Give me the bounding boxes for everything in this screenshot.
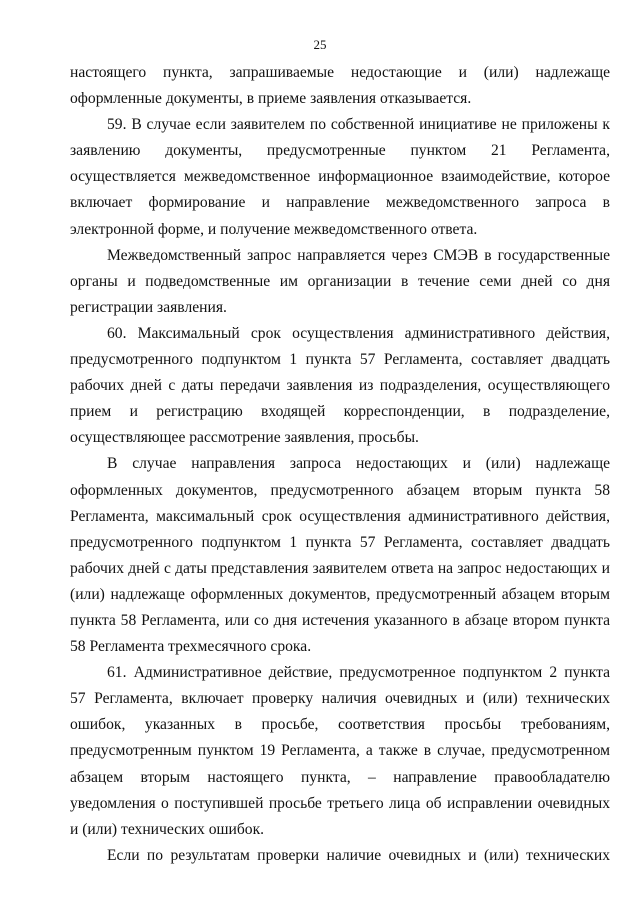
paragraph-60: 60. Максимальный срок осуществления административного действия, предусмотренного подпунктом 1 пункта 57 Регламента, составляет двадцать рабочих дней с даты передачи заявления из подразделения, осуществляющего прием и регистрацию входящей корреспонденции, в подразделение, осуществляющее рассмотрение заявления, просьбы.	[70, 324, 610, 447]
paragraph-smev-request: Межведомственный запрос направляется через СМЭВ в государственные органы и подведомственные им организации в течение семи дней со дня регистрации заявления.	[70, 246, 610, 316]
paragraph-check-results: Если по результатам проверки наличие очевидных и (или) технических	[107, 846, 610, 864]
paragraph-continuation: настоящего пункта, запрашиваемые недостающие и (или) надлежаще оформленные документы, в приеме заявления отказывается.	[70, 64, 610, 108]
document-body	[70, 60, 610, 869]
paragraph-missing-documents: В случае направления запроса недостающих и (или) надлежаще оформленных документов, предусмотренного абзацем вторым пункта 58 Регламента, максимальный срок осуществления административного действия, предусмотренного подпунктом 1 пункта 57 Регламента, составляет двадцать рабочих дней с даты представления заявителем ответа на запрос недостающих и (или) надлежаще оформленных документов, предусмотренный абзацем вторым пункта 58 Регламента, или со дня истечения указанного в абзаце втором пункта 58 Регламента трехмесячного срока.	[70, 455, 610, 656]
paragraph-59: 59. В случае если заявителем по собственной инициативе не приложены к заявлению документы, предусмотренные пунктом 21 Регламента, осуществляется межведомственное информационное взаимодействие, которое включает формирование и направление межведомственного запроса в электронной форме, и получение межведомственного ответа.	[70, 116, 610, 238]
paragraph-61: 61. Административное действие, предусмотренное подпунктом 2 пункта 57 Регламента, включает проверку наличия очевидных и (или) технических ошибок, указанных в просьбе, соответствия просьбы требованиям, предусмотренным пунктом 19 Регламента, а также в случае, предусмотренном абзацем вторым настоящего пункта, – направление правообладателю уведомления о поступившей просьбе третьего лица об исправлении очевидных и (или) технических ошибок.	[70, 664, 610, 838]
page-number: 25	[313, 37, 327, 52]
